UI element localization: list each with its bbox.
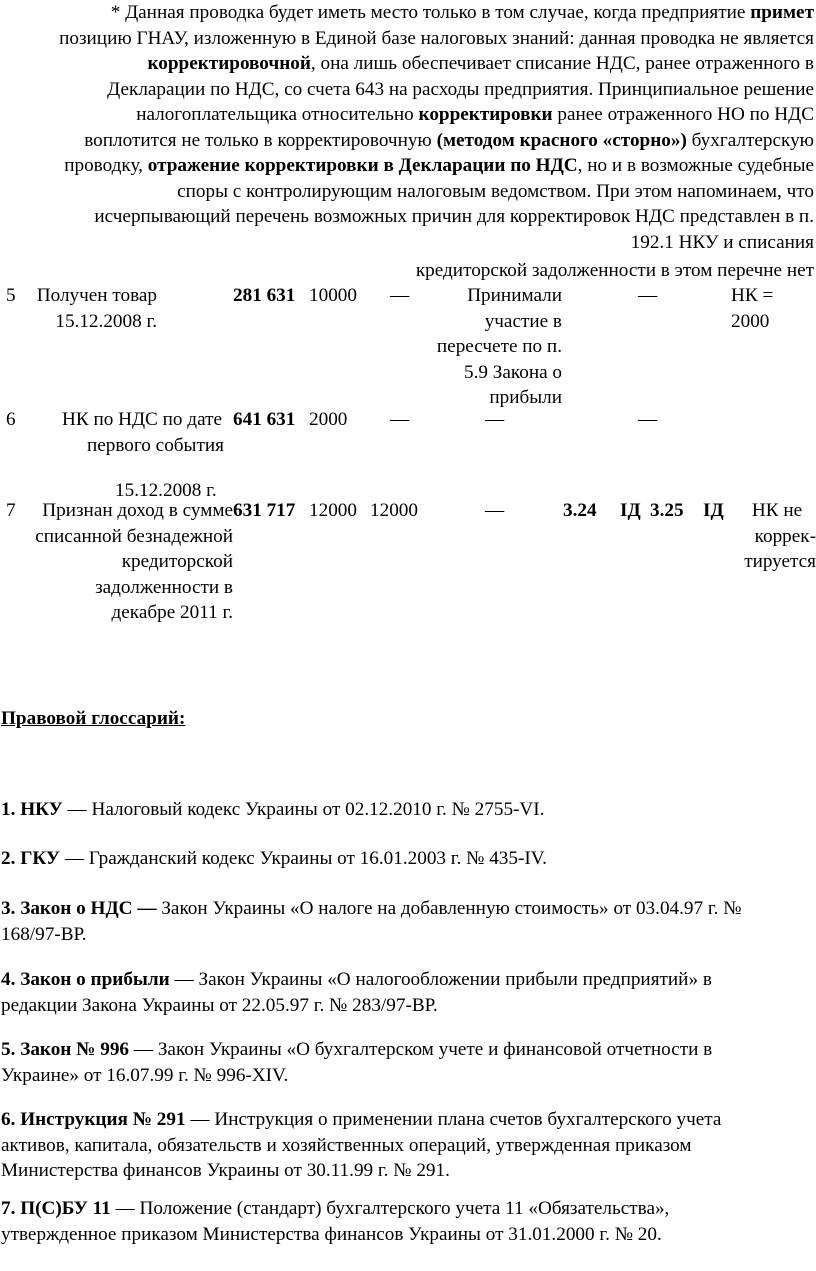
- description-line: кредиторской: [121, 551, 233, 572]
- glossary-item: [1, 846, 806, 872]
- intro-text: , но и в возможные судебные: [577, 155, 814, 176]
- intro-text: * Данная проводка будет иметь место только в том случае, когда предприятие: [110, 2, 751, 23]
- intro-bold-text: отражение корректировки в Декларации по НДС: [147, 155, 578, 176]
- description-line: первого события: [87, 434, 224, 456]
- row-accounts: 281 631: [233, 285, 296, 306]
- col6-line: 5.9 Закона о: [463, 361, 562, 383]
- row-col7-code: 3.24: [563, 500, 597, 521]
- intro-text: споры с контролирующим налоговым ведомством. При этом напоминаем, что: [177, 180, 814, 202]
- row-description: [14, 283, 157, 334]
- glossary-definition: Закон Украины «О налоге на добавленную стоимость» от 03.04.97 г. №: [156, 898, 742, 919]
- description-line: [20, 458, 238, 478]
- intro-line: [0, 128, 814, 154]
- description-line: 15.12.2008 г.: [115, 480, 217, 501]
- col8-line: НК =: [731, 285, 774, 306]
- intro-line: [0, 0, 814, 26]
- description-line: 15.12.2008 г.: [55, 310, 157, 332]
- intro-line: [0, 153, 814, 179]
- col8-line: 2000: [731, 310, 770, 332]
- intro-bold-text: (методом красного «сторно»): [436, 129, 687, 151]
- glossary-definition: активов, капитала, обязательств и хозяйственных операций, утвержденная приказом: [1, 1134, 692, 1156]
- intro-text: исчерпывающий перечень возможных причин для корректировок НДС представлен в п.: [94, 206, 814, 227]
- col6-line: пересчете по п.: [436, 336, 562, 357]
- glossary-term: 2. ГКУ: [1, 848, 61, 869]
- col8-line: тируется: [744, 551, 816, 572]
- row-col7-code: 3.25: [650, 500, 684, 521]
- col6-line: Принимали: [467, 285, 562, 306]
- intro-text: воплотится не только в корректировочную: [84, 129, 437, 151]
- description-line: задолженности в: [95, 576, 233, 598]
- glossary-item: [1, 1196, 806, 1247]
- row-accounts: 641 631: [233, 409, 296, 430]
- glossary-item: [1, 896, 806, 947]
- intro-bold-text: корректировочной: [147, 53, 311, 74]
- row-col7-mark: IД: [703, 500, 724, 521]
- glossary-item: [1, 1037, 806, 1088]
- intro-text: ранее отраженного НО по НДС: [552, 104, 814, 125]
- intro-text: Декларации по НДС, со счета 643 на расходы предприятия. Принципиальное решение: [107, 78, 814, 100]
- col8-line: коррек-: [754, 525, 816, 547]
- row-col5: —: [390, 285, 410, 306]
- glossary-definition: — Гражданский кодекс Украины от 16.01.2003 г. № 435-IV.: [60, 848, 547, 869]
- glossary-definition: — Инструкция о применении плана счетов бухгалтерского учета: [185, 1109, 722, 1130]
- glossary-definition: 168/97-ВР.: [1, 923, 87, 945]
- glossary-definition: редакции Закона Украины от 22.05.97 г. № 283/97-ВР.: [1, 994, 438, 1016]
- glossary-term: 7. П(С)БУ 11: [1, 1198, 111, 1219]
- description-line: Признан доход в сумме: [42, 500, 233, 521]
- row-description: [14, 498, 233, 626]
- glossary-term: 6. Инструкция № 291: [1, 1109, 186, 1130]
- intro-paragraph: [0, 0, 814, 255]
- glossary-definition: Украине» от 16.07.99 г. № 996-XIV.: [1, 1064, 289, 1086]
- intro-text: позицию ГНАУ, изложенную в Единой базе налоговых знаний: данная проводка не является: [59, 27, 814, 49]
- description-line: НК по НДС по дате: [62, 409, 222, 430]
- intro-line: [0, 230, 814, 256]
- glossary-definition: — Закон Украины «О налогообложении прибыли предприятий» в: [169, 969, 712, 990]
- intro-text: проводку,: [64, 155, 148, 176]
- intro-line: [0, 26, 814, 52]
- intro-text: налогоплательщика относительно: [136, 104, 419, 125]
- glossary-term: 4. Закон о прибыли: [1, 969, 170, 990]
- row-number: 6: [6, 409, 16, 430]
- glossary-term: 5. Закон № 996: [1, 1039, 130, 1060]
- glossary-title: Правовой глоссарий:: [1, 708, 186, 729]
- intro-bold-text: корректировки: [418, 104, 553, 125]
- description-line: Получен товар: [36, 285, 157, 306]
- intro-bold-text: примет: [750, 2, 814, 23]
- row-col6: —: [485, 409, 505, 430]
- row-number: 7: [6, 500, 16, 521]
- col8-line: НК не: [751, 500, 803, 521]
- intro-line: [0, 77, 814, 103]
- row-col7: —: [638, 285, 658, 306]
- row-number: 5: [6, 285, 16, 306]
- intro-text: бухгалтерскую: [686, 129, 814, 151]
- glossary-term: 3. Закон о НДС —: [1, 898, 157, 919]
- glossary-item: [1, 967, 806, 1018]
- glossary-definition: Министерства финансов Украины от 30.11.99 г. № 291.: [1, 1160, 450, 1181]
- intro-line: [0, 102, 814, 128]
- row-col6: —: [485, 500, 505, 521]
- row-col7-mark: IД: [620, 500, 641, 521]
- row-col8: [738, 498, 816, 575]
- row-col7: —: [638, 409, 658, 430]
- intro-line: [0, 51, 814, 77]
- intro-text: 192.1 НКУ и списания: [630, 231, 814, 253]
- row-description: [20, 407, 238, 504]
- row-accounts: 631 717: [233, 500, 296, 521]
- intro-text: , она лишь обеспечивает списание НДС, ранее отраженного в: [310, 53, 814, 74]
- row-amount: 2000: [309, 409, 348, 430]
- intro-continuation: кредиторской задолженности в этом перечне нет: [415, 260, 814, 281]
- glossary-item: [1, 1107, 806, 1184]
- row-amount: 10000: [309, 285, 357, 306]
- row-col5: —: [390, 409, 410, 430]
- glossary-definition: утвержденное приказом Министерства финансов Украины от 31.01.2000 г. № 20.: [1, 1223, 662, 1245]
- glossary-definition: — Положение (стандарт) бухгалтерского учета 11 «Обязательства»,: [110, 1198, 670, 1219]
- row-col5: 12000: [370, 500, 418, 521]
- row-amount: 12000: [309, 500, 357, 521]
- row-col6: [415, 283, 562, 411]
- col6-line: прибыли: [489, 387, 562, 408]
- intro-line: [0, 179, 814, 205]
- row-col8: [731, 283, 773, 334]
- intro-line: [0, 204, 814, 230]
- glossary-item: [1, 797, 806, 823]
- glossary-definition: — Налоговый кодекс Украины от 02.12.2010 г. № 2755-VI.: [62, 799, 545, 820]
- col6-line: участие в: [484, 310, 562, 332]
- description-line: декабре 2011 г.: [111, 602, 233, 623]
- glossary-definition: — Закон Украины «О бухгалтерском учете и финансовой отчетности в: [129, 1039, 713, 1060]
- glossary-term: 1. НКУ: [1, 799, 63, 820]
- description-line: списанной безнадежной: [35, 525, 233, 547]
